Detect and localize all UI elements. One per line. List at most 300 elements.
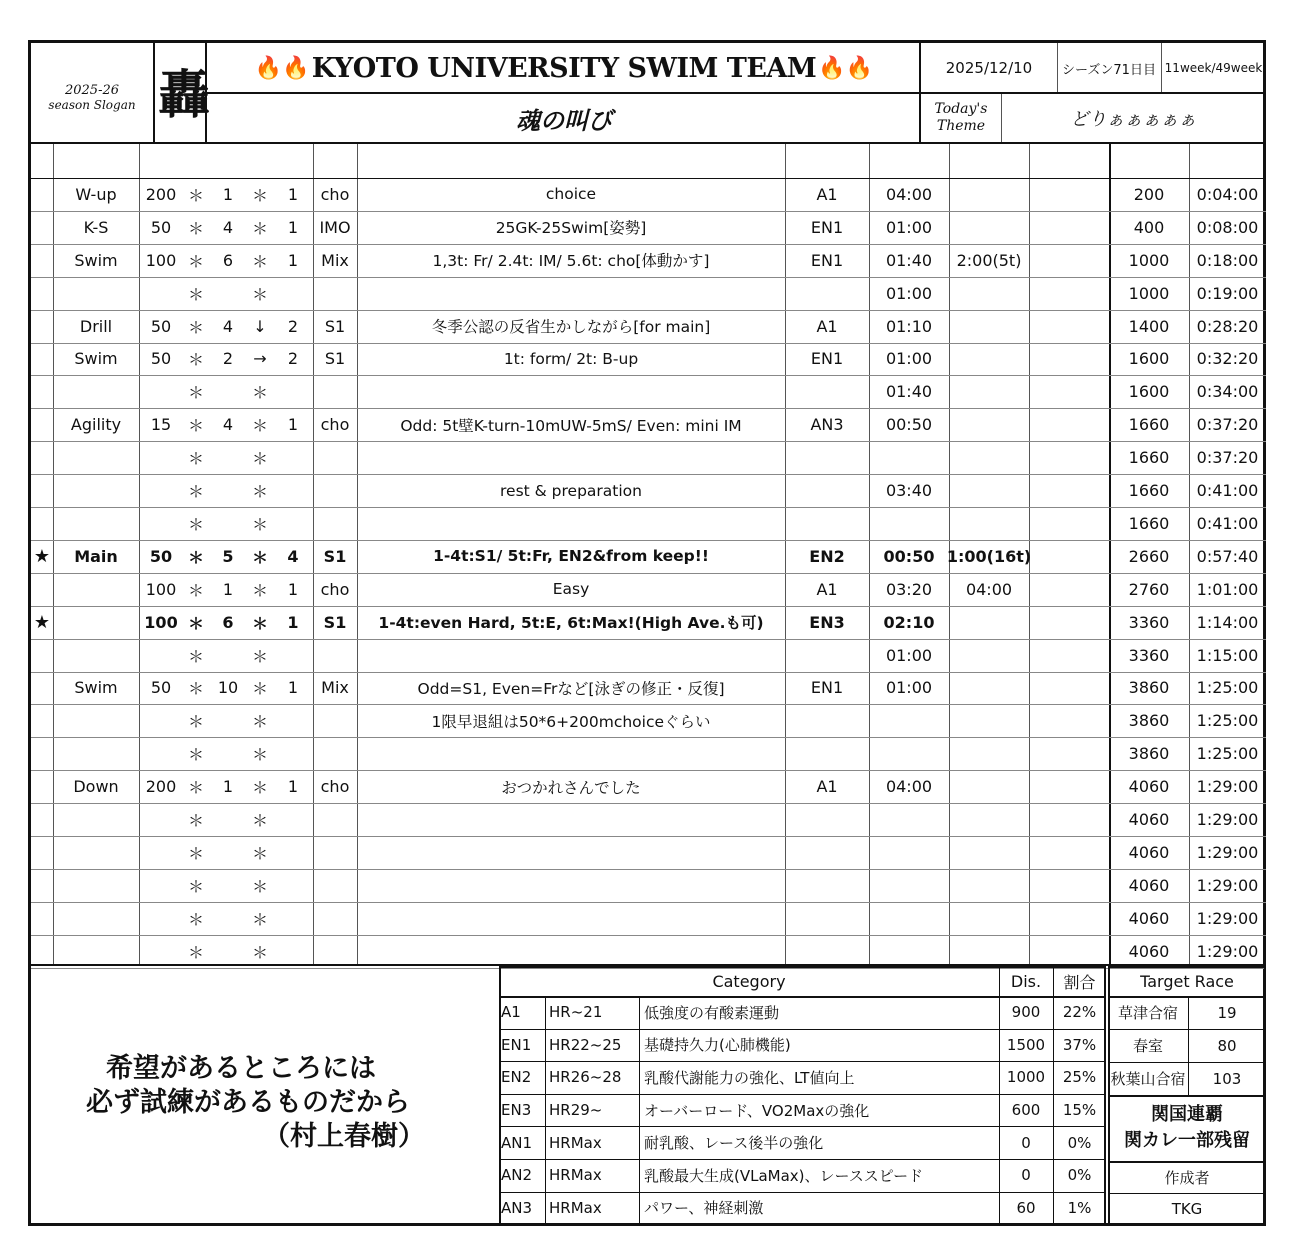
cell-desc: 1,3t: Fr/ 2.4t: IM/ 5.6t: cho[体動かす] (432, 252, 710, 271)
cell-style (313, 474, 357, 507)
cell-star (31, 902, 53, 935)
category-hr: HR29~ (549, 1101, 603, 1120)
category-header: Category (712, 971, 786, 991)
cell-desc: 1-4t:S1/ 5t:Fr, EN2&from keep!! (433, 547, 709, 566)
cell-b: 2:00(5t) (956, 250, 1022, 270)
category-dis: 900 (1011, 1003, 1041, 1022)
cell-set (273, 474, 313, 507)
category-desc: 乳酸最大生成(VLaMax)、レーススピード (644, 1166, 924, 1185)
cell-dis (139, 869, 183, 902)
cell-style (313, 704, 357, 737)
cell-cat: A1 (816, 579, 838, 599)
cell-tdis: 3860 (1128, 744, 1170, 764)
cell-desc: rest & preparation (500, 481, 642, 500)
table-row (31, 178, 1266, 211)
cell-dis: 50 (150, 349, 172, 369)
cell-set: 2 (287, 349, 299, 369)
target-race-table (1108, 966, 1266, 1226)
cell-rep: 4 (222, 316, 234, 336)
cell-set: 1 (287, 250, 299, 270)
cell-work (53, 573, 139, 606)
cell-cat (785, 869, 869, 902)
table-row (31, 441, 1266, 474)
category-code: AN3 (501, 1198, 533, 1217)
table-row (31, 408, 1266, 441)
cell-rep (209, 737, 247, 770)
column-header-work (53, 144, 139, 178)
cell-work: Down (73, 777, 119, 797)
theme-label-line2: Theme (936, 118, 986, 134)
cell-rep (209, 375, 247, 408)
cell-b (949, 737, 1029, 770)
table-row (31, 211, 1266, 244)
season-block (31, 43, 153, 143)
cell-style: S1 (324, 349, 346, 369)
cell-ttime: 1:01:00 (1196, 579, 1259, 599)
cell-star (31, 704, 53, 737)
cell-a (869, 441, 949, 474)
cell-style (313, 869, 357, 902)
category-pct: 37% (1062, 1035, 1097, 1054)
cell-style (313, 803, 357, 836)
cell-ttime: 1:25:00 (1196, 711, 1259, 731)
cell-op2: ＊ (251, 251, 268, 271)
cell-set: 4 (287, 546, 299, 566)
cell-work (53, 869, 139, 902)
cell-op2: ＊ (251, 712, 268, 732)
cell-tdis: 1660 (1128, 448, 1170, 468)
cell-a (869, 737, 949, 770)
column-header-style (313, 144, 357, 178)
cell-ttime: 0:32:20 (1196, 349, 1259, 369)
column-header-tdis (1109, 144, 1189, 178)
cell-set (273, 704, 313, 737)
cell-tdis: 4060 (1128, 875, 1170, 895)
table-row (31, 737, 1266, 770)
cell-work (53, 704, 139, 737)
cell-op2: ＊ (251, 909, 268, 929)
cell-ttime: 1:29:00 (1196, 941, 1259, 961)
cell-dis (139, 737, 183, 770)
table-row (31, 474, 1266, 507)
cell-op1: ＊ (187, 876, 204, 896)
cell-c (1029, 441, 1109, 474)
table-row (31, 803, 1266, 836)
cell-set (273, 441, 313, 474)
cell-a (869, 902, 949, 935)
category-pct: 0% (1067, 1166, 1092, 1185)
table-row (31, 935, 1266, 968)
cell-op1: ＊ (187, 580, 204, 600)
cell-style (313, 277, 357, 310)
cell-a (869, 704, 949, 737)
cell-set (273, 836, 313, 869)
cell-star (31, 211, 53, 244)
cell-cat: A1 (816, 777, 838, 797)
theme-text: どりぁぁぁぁぁ (1070, 109, 1197, 130)
cell-a: 01:00 (885, 283, 933, 303)
cell-dis (139, 277, 183, 310)
table-row (31, 343, 1266, 376)
category-dis: 0 (1021, 1166, 1031, 1185)
cell-star (31, 737, 53, 770)
cell-b (949, 935, 1029, 968)
cell-desc: 1限早退組は50*6+200mchoiceぐらい (431, 712, 711, 731)
category-pct: 1% (1067, 1198, 1092, 1217)
cell-op1: ＊ (187, 383, 204, 403)
cell-ttime: 1:29:00 (1196, 875, 1259, 895)
cell-tdis: 4060 (1128, 842, 1170, 862)
cell-tdis: 1000 (1128, 283, 1170, 303)
cell-style: cho (320, 777, 350, 797)
cell-b (949, 310, 1029, 343)
cell-set: 1 (287, 184, 299, 204)
cell-tdis: 1660 (1128, 513, 1170, 533)
cell-b (949, 639, 1029, 672)
cell-op1: ＊ (187, 317, 204, 337)
goal-line1: 関国連覇 (1151, 1104, 1223, 1125)
cell-b (949, 704, 1029, 737)
cell-ttime: 0:37:20 (1196, 415, 1259, 435)
table-row (31, 507, 1266, 540)
cell-c (1029, 836, 1109, 869)
table-row (31, 672, 1266, 705)
cell-c (1029, 474, 1109, 507)
category-dis: 60 (1016, 1198, 1036, 1217)
cell-rep (209, 441, 247, 474)
cell-tdis: 1400 (1128, 316, 1170, 336)
cell-dis (139, 507, 183, 540)
cell-c (1029, 178, 1109, 211)
category-table (499, 966, 1106, 1226)
cell-c (1029, 211, 1109, 244)
table-row (31, 540, 1266, 573)
cell-ttime: 0:41:00 (1196, 481, 1259, 501)
cell-ttime: 1:29:00 (1196, 908, 1259, 928)
category-pct: 15% (1062, 1101, 1097, 1120)
cell-rep (209, 935, 247, 968)
cell-style: S1 (323, 612, 347, 632)
quote-line1: 希望があるところには (106, 1053, 376, 1084)
cell-rep (209, 803, 247, 836)
cell-op1: ＊ (187, 284, 204, 304)
cell-cat (785, 737, 869, 770)
cell-op2: → (253, 349, 267, 369)
cell-c (1029, 244, 1109, 277)
table-row (31, 869, 1266, 902)
cell-c (1029, 310, 1109, 343)
cell-op1: ＊ (187, 909, 204, 929)
cell-tdis: 1600 (1128, 382, 1170, 402)
cell-star (31, 935, 53, 968)
cell-op1: ＊ (187, 185, 204, 205)
category-desc: 乳酸代謝能力の強化、LT値向上 (644, 1068, 855, 1087)
cell-dis: 200 (145, 184, 177, 204)
cell-op2: ＊ (251, 547, 268, 567)
cell-dis (139, 441, 183, 474)
cell-set (273, 507, 313, 540)
category-dis: 1000 (1006, 1068, 1046, 1087)
cell-cat: A1 (816, 316, 838, 336)
cell-style: S1 (323, 546, 347, 566)
cell-cat: EN1 (810, 217, 844, 237)
cell-op1: ＊ (187, 646, 204, 666)
cell-work (53, 507, 139, 540)
cell-desc (357, 277, 785, 310)
cell-set (273, 277, 313, 310)
cell-desc: choice (545, 185, 597, 204)
race-days: 103 (1212, 1069, 1242, 1088)
category-dis: 1500 (1006, 1035, 1046, 1054)
cell-c (1029, 704, 1109, 737)
cell-ttime: 1:15:00 (1196, 645, 1259, 665)
cell-op2: ＊ (251, 482, 268, 502)
table-row (31, 836, 1266, 869)
cell-dis: 100 (145, 250, 177, 270)
cell-set: 1 (287, 579, 299, 599)
cell-c (1029, 573, 1109, 606)
cell-dis (139, 902, 183, 935)
cell-op1: ＊ (187, 712, 204, 732)
cell-desc (357, 803, 785, 836)
cell-b (949, 672, 1029, 705)
cell-set (273, 737, 313, 770)
cell-rep (209, 277, 247, 310)
cell-cat: EN1 (810, 678, 844, 698)
cell-set: 1 (287, 415, 299, 435)
cell-cat (785, 639, 869, 672)
cell-op2: ＊ (251, 679, 268, 699)
cell-work: Swim (74, 349, 118, 369)
cell-op2: ＊ (251, 185, 268, 205)
theme-label-line1: Today's (934, 101, 988, 117)
cell-rep: 10 (217, 678, 239, 698)
author-name: TKG (1171, 1200, 1203, 1218)
cell-rep (209, 704, 247, 737)
cell-desc (357, 902, 785, 935)
cell-op1: ＊ (187, 843, 204, 863)
cell-style (313, 507, 357, 540)
category-code: EN1 (501, 1035, 532, 1054)
cell-style (313, 935, 357, 968)
cell-set: 1 (287, 217, 299, 237)
cell-a: 04:00 (885, 777, 933, 797)
cell-cat (785, 441, 869, 474)
cell-rep (209, 639, 247, 672)
cell-tdis: 1660 (1128, 415, 1170, 435)
cell-work (53, 441, 139, 474)
cell-cat: EN2 (809, 546, 845, 566)
cell-cat (785, 375, 869, 408)
cell-dis (139, 704, 183, 737)
cell-cat: A1 (816, 184, 838, 204)
cell-rep: 1 (222, 579, 234, 599)
cell-style (313, 441, 357, 474)
cell-star (31, 244, 53, 277)
cell-dis: 50 (150, 217, 172, 237)
cell-a: 02:10 (883, 612, 935, 632)
category-hr: HR22~25 (549, 1035, 622, 1054)
cell-b (949, 869, 1029, 902)
cell-op1: ＊ (187, 811, 204, 831)
cell-work (53, 803, 139, 836)
cell-tdis: 1660 (1128, 481, 1170, 501)
cell-star: ★ (33, 611, 51, 633)
cell-op2: ＊ (251, 811, 268, 831)
cell-work (53, 902, 139, 935)
cell-op2: ＊ (251, 613, 268, 633)
cell-star (31, 408, 53, 441)
slogan-calligraphy: 轟 (148, 67, 210, 119)
cell-c (1029, 343, 1109, 376)
cell-set: 1 (287, 777, 299, 797)
cell-rep (209, 507, 247, 540)
column-header-a (869, 144, 949, 178)
category-pct: 22% (1062, 1003, 1097, 1022)
cell-desc: Odd=S1, Even=Frなど[泳ぎの修正・反復] (417, 679, 725, 698)
race-days: 80 (1217, 1036, 1237, 1055)
cell-op2: ＊ (251, 843, 268, 863)
cell-cat (785, 803, 869, 836)
cell-ttime: 1:29:00 (1196, 777, 1259, 797)
season-day: シーズン71日目 (1062, 62, 1156, 78)
cell-cat (785, 902, 869, 935)
cell-star (31, 474, 53, 507)
category-row (499, 1192, 1106, 1225)
cell-ttime: 0:18:00 (1196, 250, 1259, 270)
column-header-b (949, 144, 1029, 178)
season-year: 2025-26 (64, 82, 120, 98)
category-code: A1 (501, 1003, 521, 1022)
cell-op1: ＊ (187, 218, 204, 238)
cell-desc: Easy (552, 580, 590, 599)
cell-ttime: 0:37:20 (1196, 448, 1259, 468)
cell-desc (357, 836, 785, 869)
cell-tdis: 200 (1133, 184, 1165, 204)
cell-b: 04:00 (965, 579, 1013, 599)
cell-op1: ＊ (187, 350, 204, 370)
cell-desc (357, 639, 785, 672)
cry-title: 魂の叫び (516, 106, 612, 135)
flame-icon: 🔥 (845, 55, 874, 81)
category-dis: 0 (1021, 1133, 1031, 1152)
cell-style (313, 902, 357, 935)
cell-tdis: 2660 (1128, 546, 1170, 566)
cell-star (31, 441, 53, 474)
cell-dis (139, 803, 183, 836)
cell-a: 01:10 (885, 316, 933, 336)
cell-star (31, 375, 53, 408)
quote-line2: 必ず試練があるものだから (86, 1087, 410, 1118)
cell-set (273, 375, 313, 408)
category-row (499, 1126, 1106, 1159)
cell-ttime: 1:29:00 (1196, 810, 1259, 830)
cell-work (53, 375, 139, 408)
quote-author: （村上春樹） (263, 1121, 425, 1152)
cell-tdis: 4060 (1128, 777, 1170, 797)
cell-work (53, 935, 139, 968)
cell-desc (357, 507, 785, 540)
cell-tdis: 3360 (1128, 612, 1170, 632)
category-row (499, 1094, 1106, 1127)
flame-icon: 🔥 (818, 55, 846, 81)
target-race-header: Target Race (1140, 971, 1234, 991)
cell-tdis: 4060 (1128, 908, 1170, 928)
column-header-set (273, 144, 313, 178)
table-row (31, 277, 1266, 310)
category-hr: HRMax (549, 1133, 602, 1152)
cell-op2: ＊ (251, 449, 268, 469)
cell-b: 1:00(16t) (946, 546, 1032, 566)
category-code: EN3 (501, 1101, 532, 1120)
cell-c (1029, 803, 1109, 836)
column-header-cat (785, 144, 869, 178)
cell-b (949, 606, 1029, 639)
cell-b (949, 836, 1029, 869)
cell-dis (139, 639, 183, 672)
cell-tdis: 3860 (1128, 678, 1170, 698)
cell-a: 03:40 (885, 481, 933, 501)
category-desc: パワー、神経刺激 (644, 1199, 764, 1218)
cell-rep: 4 (222, 217, 234, 237)
cell-b (949, 902, 1029, 935)
cell-set (273, 902, 313, 935)
cell-cat (785, 935, 869, 968)
cell-a: 03:20 (885, 579, 933, 599)
goal-line2: 関カレ一部残留 (1124, 1130, 1250, 1151)
quote-block (31, 966, 499, 1226)
cell-c (1029, 737, 1109, 770)
cell-c (1029, 375, 1109, 408)
category-dis: 600 (1011, 1101, 1041, 1120)
cell-a (869, 803, 949, 836)
cell-dis: 50 (149, 546, 173, 566)
category-hr: HRMax (549, 1198, 602, 1217)
cell-set: 2 (287, 316, 299, 336)
practice-sheet (28, 40, 1266, 1226)
flame-icon: 🔥 (282, 55, 310, 81)
table-row (31, 639, 1266, 672)
column-header-c (1029, 144, 1109, 178)
cell-b (949, 277, 1029, 310)
table-row (31, 704, 1266, 737)
cell-rep: 1 (222, 184, 234, 204)
cell-desc (357, 869, 785, 902)
cell-cat (785, 507, 869, 540)
cell-style: IMO (319, 217, 351, 237)
cell-rep: 5 (222, 546, 234, 566)
cell-star (31, 869, 53, 902)
category-code: AN1 (501, 1133, 533, 1152)
cell-b (949, 211, 1029, 244)
race-row (1108, 1029, 1266, 1062)
cell-work (53, 639, 139, 672)
cell-desc: 1-4t:even Hard, 5t:E, 6t:Max!(High Ave.も可) (378, 614, 764, 633)
cell-work: Agility (70, 415, 122, 435)
cell-desc: おつかれさんでした (501, 778, 641, 797)
cell-work (53, 737, 139, 770)
flame-icon: 🔥 (254, 55, 283, 81)
cell-op1: ＊ (187, 251, 204, 271)
cell-rep: 6 (222, 612, 234, 632)
cell-desc (357, 375, 785, 408)
cell-star (31, 277, 53, 310)
cell-ttime: 0:08:00 (1196, 217, 1259, 237)
cell-dis (139, 836, 183, 869)
cell-op1: ＊ (187, 547, 204, 567)
cell-set (273, 935, 313, 968)
cell-b (949, 408, 1029, 441)
